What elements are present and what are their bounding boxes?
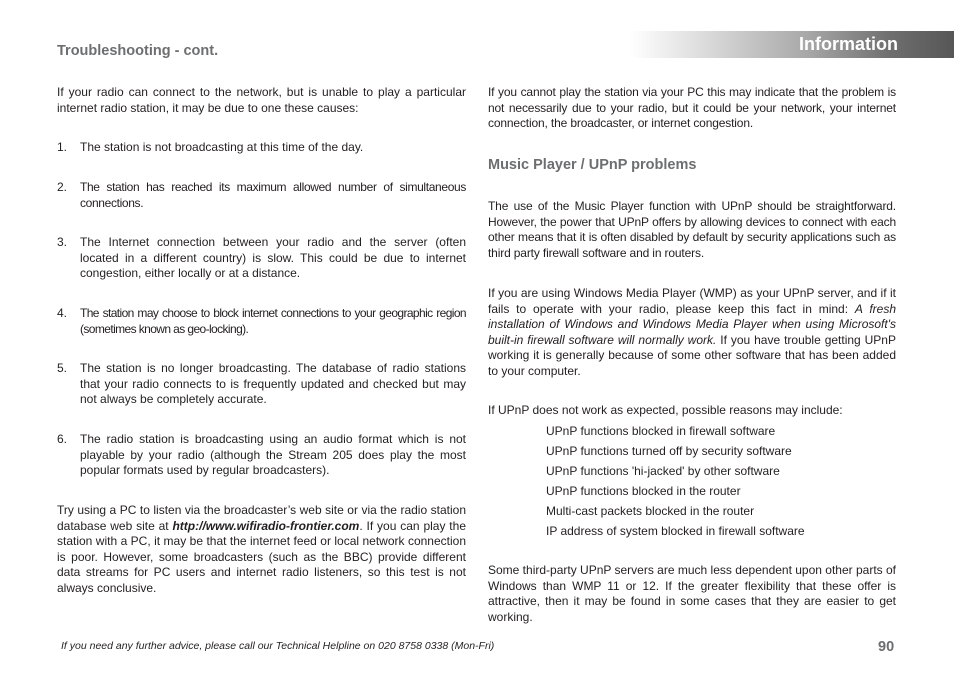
list-number: 5. — [57, 361, 68, 375]
list-text: The station has reached its maximum allowed number of simultaneous connections. — [80, 180, 466, 210]
pc-test-paragraph — [57, 503, 466, 596]
page-title: Troubleshooting - cont. — [57, 43, 219, 59]
list-item — [57, 180, 466, 211]
section-header-bar — [630, 31, 954, 58]
pc-test-text-cont: . If you can play the station with a PC, it may be that the internet feed or local network connection is poor. However, some broadcasters (such as the BBC) provide different data streams for PC users and internet radio listeners, so this test is not always conclusive. — [57, 518, 466, 595]
footer-helpline: If you need any further advice, please call our Technical Helpline on 020 8758 0338 (Mon-Fri) — [61, 640, 495, 652]
list-item: UPnP functions turned off by security software — [546, 444, 792, 458]
pc-fail-paragraph: If you cannot play the station via your PC this may indicate that the problem is not necessarily due to your radio, but it could be your network, your internet connection, the broadcaster, or internet congestion. — [488, 85, 896, 130]
section-title: Information — [799, 34, 898, 54]
list-number: 2. — [57, 180, 68, 194]
list-item: UPnP functions blocked in the router — [546, 484, 741, 498]
page-number: 90 — [878, 639, 895, 655]
list-item — [57, 306, 466, 337]
wmp-paragraph — [488, 286, 896, 379]
wmp-text-cont: If you have trouble getting UPnP working it is generally because of some other software that has been added to your computer. — [488, 332, 896, 378]
list-item: IP address of system blocked in firewall software — [546, 524, 805, 538]
list-item: UPnP functions 'hi-jacked' by other software — [546, 464, 780, 478]
list-number: 6. — [57, 432, 68, 446]
list-text: The radio station is broadcasting using an audio format which is not playable by your radio (although the Stream 205 does play the most popular formats used by regular broadcasters). — [80, 432, 466, 477]
list-number: 3. — [57, 235, 68, 249]
website-link[interactable]: http://www.wifiradio-frontier.com — [172, 518, 360, 533]
list-item — [57, 140, 466, 156]
list-text: The station is no longer broadcasting. The database of radio stations that your radio connects to is frequently updated and checked but may not always be completely accurate. — [80, 361, 466, 406]
list-item — [57, 432, 466, 479]
list-text: The station is not broadcasting at this time of the day. — [80, 140, 364, 154]
list-number: 1. — [57, 140, 68, 154]
reasons-list — [546, 421, 896, 541]
third-party-paragraph: Some third-party UPnP servers are much less dependent upon other parts of Windows than WMP 11 or 12. If the greater flexibility that these offer is attractive, then it may be found in some cases that they are easier to get working. — [488, 563, 896, 624]
list-text: The station may choose to block internet connections to your geographic region (sometimes known as geo-locking). — [80, 306, 466, 336]
upnp-heading: Music Player / UPnP problems — [488, 157, 697, 173]
pc-test-text: Try using a PC to listen via the broadcaster’s web site or via the radio station database web site at — [57, 503, 466, 533]
list-item — [57, 361, 466, 408]
list-item — [57, 235, 466, 282]
list-item: Multi-cast packets blocked in the router — [546, 504, 755, 518]
wmp-italic-text: A fresh installation of Windows and Windows Media Player when using Microsoft's built-in firewall software will normally work. — [488, 301, 896, 347]
list-item: UPnP functions blocked in firewall software — [546, 424, 776, 438]
list-text: The Internet connection between your radio and the server (often located in a different country) is slow. This could be due to internet congestion, either locally or at a distance. — [80, 235, 466, 280]
reasons-intro: If UPnP does not work as expected, possible reasons may include: — [488, 403, 843, 417]
list-number: 4. — [57, 306, 68, 320]
wmp-text: If you are using Windows Media Player (WMP) as your UPnP server, and if it fails to operate with your radio, please keep this fact in mind: — [488, 286, 896, 316]
intro-paragraph: If your radio can connect to the network, but is unable to play a particular internet radio station, it may be due to one these causes: — [57, 85, 466, 115]
upnp-intro-paragraph: The use of the Music Player function with UPnP should be straightforward. However, the power that UPnP offers by allowing devices to connect with each other means that it is often disabled by default by security applications such as third party firewall software and in routers. — [488, 199, 896, 260]
